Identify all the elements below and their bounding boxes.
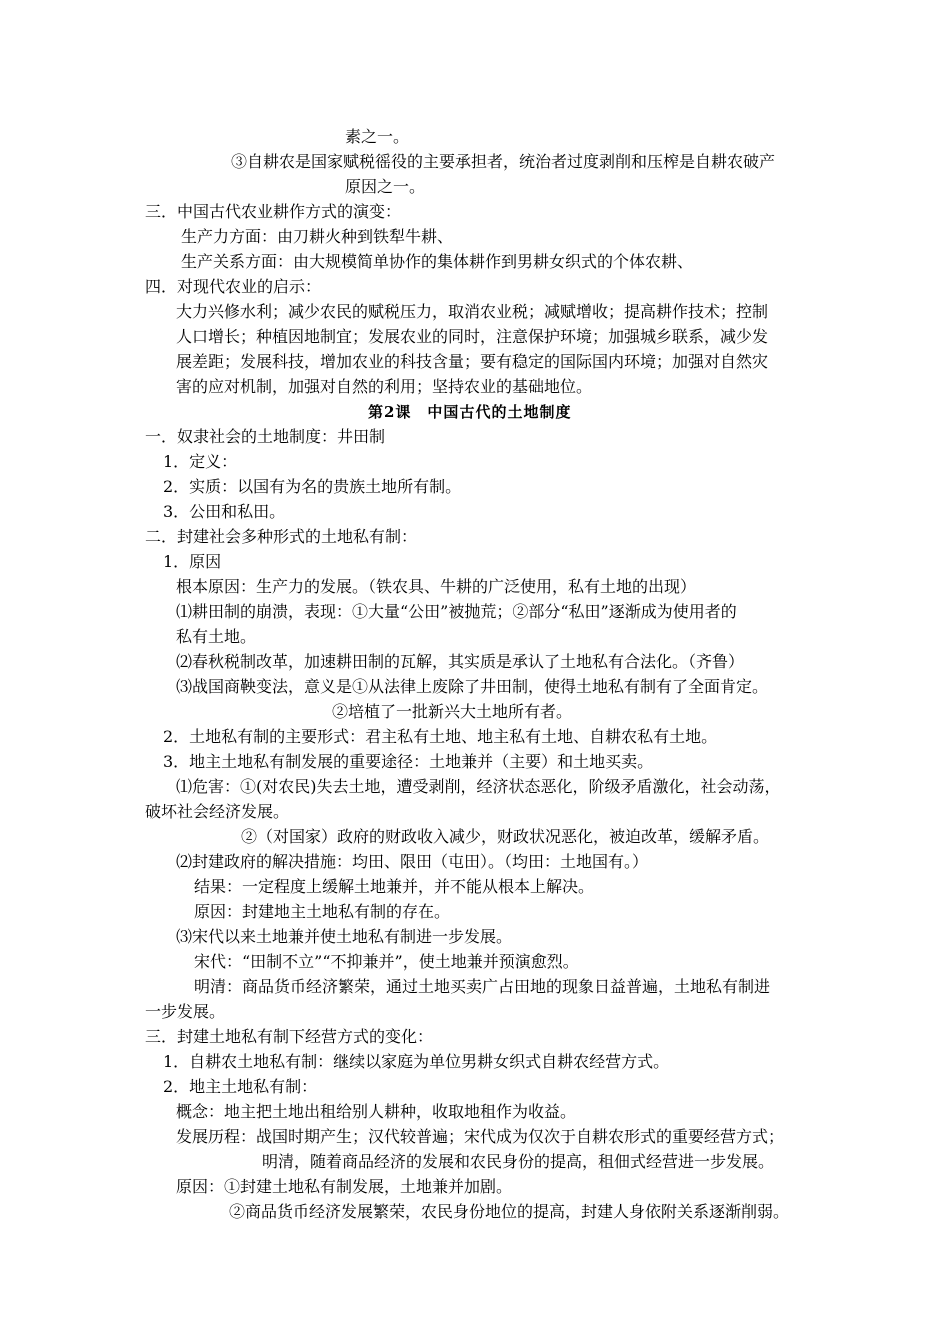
text-line: 一步发展。: [145, 1002, 226, 1021]
section-heading: 三．中国古代农业耕作方式的演变：: [145, 202, 402, 221]
lesson-title: 第2课 中国古代的土地制度: [368, 403, 572, 421]
text-line: 明清：商品货币经济繁荣，通过土地买卖广占田地的现象日益普遍，土地私有制进: [194, 977, 771, 996]
text-line: 2．土地私有制的主要形式：君主私有土地、地主私有土地、自耕农私有土地。: [163, 727, 718, 746]
text-line: 3．地主土地私有制发展的重要途径：土地兼并（主要）和土地买卖。: [163, 752, 654, 771]
text-line: 3．公田和私田。: [163, 502, 286, 521]
text-line: 害的应对机制，加强对自然的利用；坚持农业的基础地位。: [176, 377, 593, 396]
text-line: 2．地主土地私有制：: [163, 1077, 318, 1096]
text-line: ②商品货币经济发展繁荣，农民身份地位的提高，封建人身依附关系逐渐削弱。: [229, 1202, 790, 1221]
text-line: 发展历程：战国时期产生；汉代较普遍；宋代成为仅次于自耕农形式的重要经营方式；: [176, 1127, 785, 1146]
text-line: ⑶宋代以来土地兼并使土地私有制进一步发展。: [176, 927, 513, 946]
text-line: 素之一。: [345, 127, 410, 146]
text-line: 原因：封建地主土地私有制的存在。: [194, 902, 451, 921]
text-line: ②（对国家）政府的财政收入减少，财政状况恶化，被迫改革，缓解矛盾。: [241, 827, 770, 846]
text-line: 1．自耕农土地私有制：继续以家庭为单位男耕女织式自耕农经营方式。: [163, 1052, 670, 1071]
section-heading: 二．封建社会多种形式的土地私有制：: [145, 527, 418, 546]
text-line: ⑴耕田制的崩溃，表现：①大量“公田”被抛荒；②部分“私田”逐渐成为使用者的: [176, 602, 737, 621]
text-line: 概念：地主把土地出租给别人耕种，收取地租作为收益。: [176, 1102, 577, 1121]
section-heading: 三．封建土地私有制下经营方式的变化：: [145, 1027, 434, 1046]
text-line: 1．定义：: [163, 452, 238, 471]
text-line: 生产关系方面：由大规模简单协作的集体耕作到男耕女织式的个体农耕、: [181, 252, 694, 271]
text-line: 原因之一。: [345, 177, 426, 196]
text-line: ⑵春秋税制改革，加速耕田制的瓦解，其实质是承认了土地私有合法化。（齐鲁）: [176, 652, 745, 671]
text-line: ⑵封建政府的解决措施：均田、限田（屯田）。（均田：土地国有。）: [176, 852, 649, 871]
text-line: 私有土地。: [176, 627, 257, 646]
text-line: ⑴危害：①(对农民)失去土地，遭受剥削，经济状态恶化，阶级矛盾激化，社会动荡，: [176, 777, 781, 796]
text-line: 根本原因：生产力的发展。（铁农具、牛耕的广泛使用，私有土地的出现）: [176, 577, 697, 596]
text-line: 2．实质：以国有为名的贵族土地所有制。: [163, 477, 462, 496]
text-line: ②培植了一批新兴大土地所有者。: [332, 702, 573, 721]
text-line: 原因：①封建土地私有制发展，土地兼并加剧。: [176, 1177, 513, 1196]
text-line: 1．原因: [163, 552, 222, 571]
text-line: 生产力方面：由刀耕火种到铁犁牛耕、: [181, 227, 454, 246]
text-line: 展差距；发展科技，增加农业的科技含量；要有稳定的国际国内环境；加强对自然灾: [176, 352, 769, 371]
text-line: ⑶战国商鞅变法，意义是①从法律上废除了井田制，使得土地私有制有了全面肯定。: [176, 677, 769, 696]
text-line: 人口增长；种植因地制宜；发展农业的同时，注意保护环境；加强城乡联系，减少发: [176, 327, 769, 346]
section-heading: 四．对现代农业的启示：: [145, 277, 322, 296]
text-line: 破坏社会经济发展。: [145, 802, 290, 821]
section-heading: 一．奴隶社会的土地制度：井田制: [145, 427, 386, 446]
text-line: ③自耕农是国家赋税徭役的主要承担者，统治者过度剥削和压榨是自耕农破产: [231, 152, 776, 171]
text-line: 大力兴修水利；减少农民的赋税压力，取消农业税；减赋增收；提高耕作技术；控制: [176, 302, 769, 321]
text-line: 结果：一定程度上缓解土地兼并，并不能从根本上解决。: [194, 877, 595, 896]
text-line: 宋代：“田制不立”“不抑兼并”，使土地兼并预演愈烈。: [194, 952, 579, 971]
text-line: 明清，随着商品经济的发展和农民身份的提高，租佃式经营进一步发展。: [262, 1152, 775, 1171]
